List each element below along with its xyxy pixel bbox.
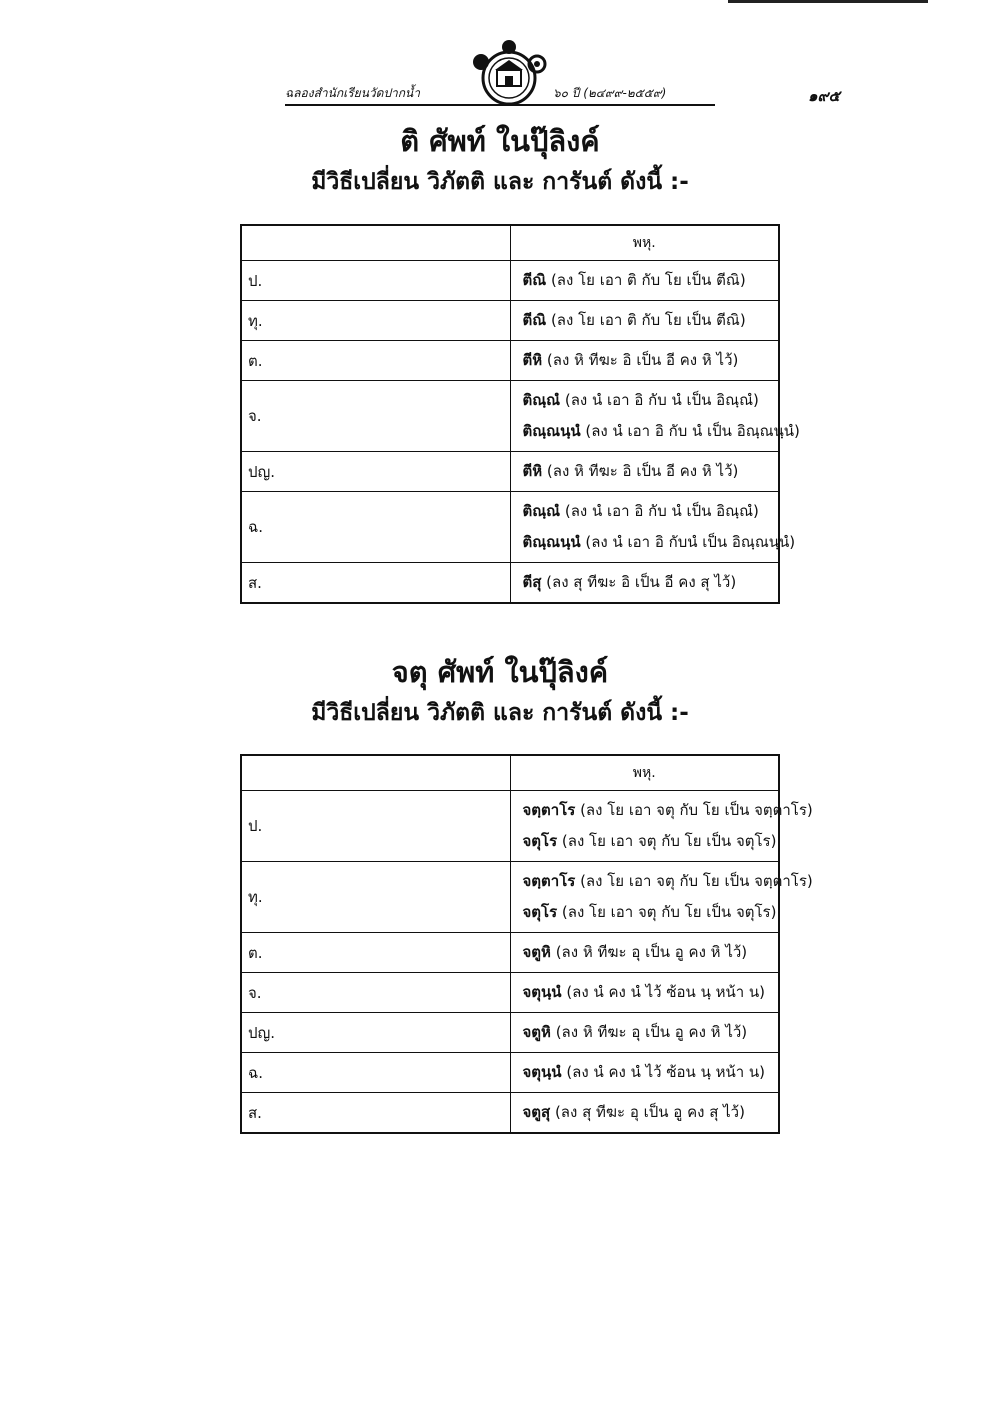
declined-word: ตีณิ — [522, 311, 547, 329]
top-edge-rule — [728, 0, 928, 3]
declined-word: ตีหิ — [522, 351, 543, 369]
table-row — [241, 301, 779, 341]
rule-note: (ลง โย เอา จตุ กับ โย เป็น จตุโร) — [557, 832, 777, 850]
case-label: ต. — [241, 341, 510, 381]
plural-form-cell — [510, 791, 813, 862]
section-1-subtitle: มีวิธีเปลี่ยน วิภัตติ และ การันต์ ดังนี้ :- — [311, 169, 689, 195]
rule-note: (ลง โย เอา ติ กับ โย เป็น ตีณิ) — [546, 271, 746, 289]
plural-form-cell — [510, 492, 796, 563]
case-label: ฉ. — [241, 1053, 510, 1093]
table-row — [241, 933, 779, 973]
table-header-row — [241, 225, 779, 261]
declined-word: ติณฺณนฺนํ — [522, 422, 581, 440]
form-line — [523, 305, 779, 336]
declined-word: จตูหิ — [522, 943, 551, 961]
case-label: จ. — [241, 381, 510, 452]
declined-word: จตุโร — [522, 903, 558, 921]
section-2-subtitle: มีวิธีเปลี่ยน วิภัตติ และ การันต์ ดังนี้ :- — [311, 700, 689, 726]
plural-form-cell — [510, 341, 779, 381]
case-label: ปญ. — [241, 452, 510, 492]
plural-form-cell — [510, 973, 779, 1013]
declined-word: จตูหิ — [522, 1023, 551, 1041]
rule-note: (ลง โย เอา จตุ กับ โย เป็น จตุโร) — [557, 903, 777, 921]
form-line — [523, 265, 779, 296]
rule-note: (ลง โย เอา ติ กับ โย เป็น ตีณิ) — [546, 311, 746, 329]
plural-form-cell — [510, 1053, 779, 1093]
school-seal-icon — [469, 38, 549, 110]
form-line — [523, 1057, 779, 1088]
form-line — [523, 345, 779, 376]
case-label: ปญ. — [241, 1013, 510, 1053]
case-label: ทุ. — [241, 862, 510, 933]
header-case-cell — [241, 225, 510, 261]
table-row — [241, 1053, 779, 1093]
table-row — [241, 791, 779, 862]
table-row — [241, 862, 779, 933]
declined-word: ตีสุ — [522, 573, 542, 591]
header-anniversary: ๖๐ ปี (๒๔๙๙-๒๕๕๙) — [553, 86, 667, 100]
header-plural-cell: พหุ. — [510, 225, 779, 261]
rule-note: (ลง นํ คง นํ ไว้ ซ้อน นฺ หน้า น) — [561, 1063, 766, 1081]
declined-word: ตีณิ — [522, 271, 547, 289]
form-line — [523, 456, 779, 487]
form-line — [522, 527, 796, 558]
form-line — [522, 416, 800, 447]
rule-note: (ลง หิ ทีฆะ อิ เป็น อี คง หิ ไว้) — [542, 351, 739, 369]
form-line — [522, 795, 813, 826]
section-1-title: ติ ศัพท์ ในปุ๊ลิงค์ — [400, 124, 600, 158]
section-2-title: จตุ ศัพท์ ในปุ๊ลิงค์ — [391, 655, 609, 689]
declined-word: ตีหิ — [522, 462, 543, 480]
plural-form-cell — [510, 1093, 779, 1134]
case-label: ส. — [241, 1093, 510, 1134]
rule-note: (ลง นํ เอา อิ กับ นํ เป็น อิณฺณนฺนํ) — [580, 422, 800, 440]
declension-table-catu — [240, 754, 813, 1134]
header-underline — [285, 104, 715, 106]
case-label: ฉ. — [241, 492, 510, 563]
form-line — [523, 826, 779, 857]
declined-word: จตูสุ — [522, 1103, 551, 1121]
form-line — [523, 977, 779, 1008]
rule-note: (ลง หิ ทีฆะ อิ เป็น อี คง หิ ไว้) — [542, 462, 739, 480]
running-header — [285, 38, 725, 112]
plural-form-cell — [510, 862, 813, 933]
case-label: ป. — [241, 261, 510, 301]
case-label: ต. — [241, 933, 510, 973]
form-line — [522, 866, 813, 897]
table-row — [241, 381, 779, 452]
plural-form-cell — [510, 301, 779, 341]
declined-word: จตุนฺนํ — [522, 983, 562, 1001]
declension-table-ti — [240, 224, 800, 604]
rule-note: (ลง สุ ทีฆะ อุ เป็น อู คง สุ ไว้) — [550, 1103, 745, 1121]
case-label: จ. — [241, 973, 510, 1013]
header-case-cell — [241, 755, 510, 791]
case-label: ทุ. — [241, 301, 510, 341]
declined-word: จตฺตาโร — [522, 872, 576, 890]
rule-note: (ลง นํ คง นํ ไว้ ซ้อน นฺ หน้า น) — [561, 983, 766, 1001]
declined-word: จตุโร — [522, 832, 558, 850]
rule-note: (ลง นํ เอา อิ กับ นํ เป็น อิณฺณํ) — [560, 391, 759, 409]
rule-note: (ลง สุ ทีฆะ อิ เป็น อี คง สุ ไว้) — [541, 573, 737, 591]
table-header-row — [241, 755, 779, 791]
form-line — [523, 567, 779, 598]
table-row — [241, 1093, 779, 1134]
table-row — [241, 563, 779, 604]
header-plural-cell: พหุ. — [510, 755, 779, 791]
declined-word: ติณฺณํ — [522, 502, 561, 520]
rule-note: (ลง นํ เอา อิ กับนํ เป็น อิณฺณนฺนํ) — [580, 533, 796, 551]
rule-note: (ลง โย เอา จตุ กับ โย เป็น จตฺตาโร) — [575, 872, 813, 890]
plural-form-cell — [510, 563, 779, 604]
header-school-name: ฉลองสำนักเรียนวัดปากน้ำ — [285, 86, 420, 100]
declined-word: ติณฺณํ — [522, 391, 561, 409]
form-line — [523, 1017, 779, 1048]
form-line — [523, 496, 779, 527]
table-row — [241, 1013, 779, 1053]
form-line — [523, 385, 779, 416]
table-row — [241, 261, 779, 301]
plural-form-cell — [510, 261, 779, 301]
rule-note: (ลง หิ ทีฆะ อุ เป็น อู คง หิ ไว้) — [550, 1023, 748, 1041]
table-row — [241, 973, 779, 1013]
form-line — [523, 897, 779, 928]
declined-word: จตุนฺนํ — [522, 1063, 562, 1081]
plural-form-cell — [510, 1013, 779, 1053]
form-line — [523, 1097, 779, 1128]
rule-note: (ลง นํ เอา อิ กับ นํ เป็น อิณฺณํ) — [560, 502, 759, 520]
table-row — [241, 492, 779, 563]
table-row — [241, 452, 779, 492]
case-label: ส. — [241, 563, 510, 604]
case-label: ป. — [241, 791, 510, 862]
rule-note: (ลง หิ ทีฆะ อุ เป็น อู คง หิ ไว้) — [550, 943, 748, 961]
page-number: ๑๙๕ — [808, 87, 840, 105]
plural-form-cell — [510, 452, 779, 492]
rule-note: (ลง โย เอา จตุ กับ โย เป็น จตฺตาโร) — [575, 801, 813, 819]
form-line — [523, 937, 779, 968]
table-row — [241, 341, 779, 381]
declined-word: ติณฺณนฺนํ — [522, 533, 581, 551]
plural-form-cell — [510, 381, 800, 452]
plural-form-cell — [510, 933, 779, 973]
declined-word: จตฺตาโร — [522, 801, 576, 819]
